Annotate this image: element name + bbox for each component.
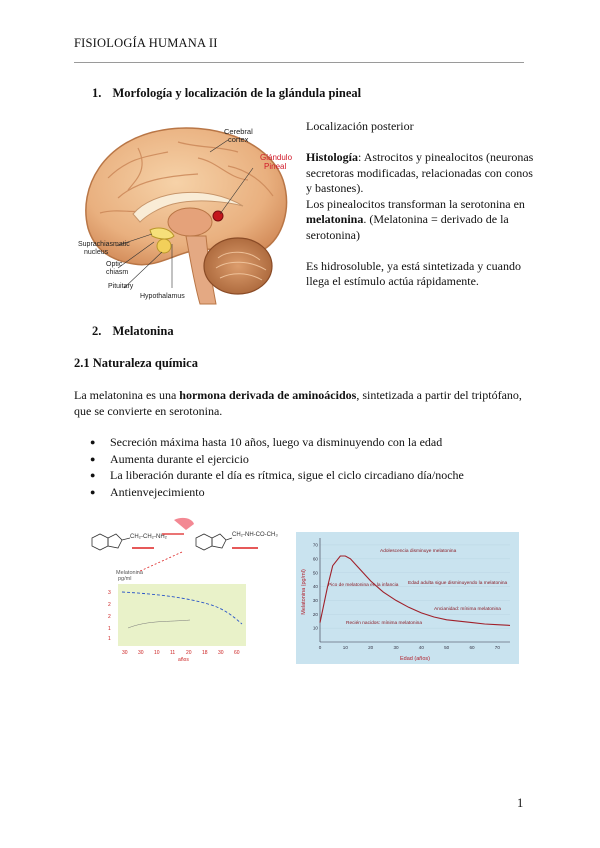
x-tick-label: 10: [342, 645, 348, 650]
fig1-xtick: 30: [138, 650, 144, 656]
hidrosoluble-paragraph: Es hidrosoluble, ya está sintetizada y cuando llega el estímulo actúa rápidamente.: [306, 258, 521, 288]
section-1-title: Morfología y localización de la glándula pineal: [112, 86, 362, 100]
y-axis-label: Melatonina (pg/ml): [301, 569, 307, 615]
list-item: ● Aumenta durante el ejercicio: [88, 451, 528, 468]
label-cortex: cortex: [228, 135, 249, 144]
label-pituitary: Pituitary: [108, 283, 134, 290]
label-suprachiasmatic: Suprachiasmatic: [78, 241, 130, 248]
section-2-number: 2.: [92, 324, 102, 338]
pineal-description: [306, 119, 534, 290]
label-hypothalamus: Hypothalamus: [140, 293, 185, 300]
y-tick-label: 30: [312, 598, 318, 603]
annotation-recien: Recién nacidos: mínima melatonina: [346, 621, 422, 626]
fig1-lbl-melatonina: Melatonina: [116, 570, 143, 576]
label-chiasm: chiasm: [106, 269, 129, 276]
melatonin-structure-figure: [78, 516, 288, 662]
running-header: FISIOLOGÍA HUMANA II: [74, 36, 218, 50]
localizacion-text: Localización posterior: [306, 119, 414, 133]
fig1-xtick: 30: [218, 650, 224, 656]
list-item: ● La liberación durante el día es rítmica, sigue el ciclo circadiano día/noche: [88, 467, 528, 484]
histologia-paragraph: [306, 150, 534, 197]
x-tick-label: 70: [494, 645, 500, 650]
melatonina-bold: melatonina: [306, 212, 364, 226]
melatonin-age-chart: [296, 532, 519, 664]
para-bold: hormona derivada de aminoácidos: [179, 388, 357, 402]
label-cerebral: Cerebral: [224, 127, 253, 136]
y-tick-label: 50: [312, 570, 318, 576]
fig1-xtick: 11: [170, 650, 176, 656]
x-tick-label: 0: [318, 645, 322, 650]
histologia-label: Histología: [306, 150, 359, 164]
page-number: 1: [517, 796, 524, 810]
fig1-xtick: 30: [122, 650, 128, 656]
chem-left-label: CH₂-CH₂-NH₂: [130, 534, 167, 540]
annotation-pico: Pico de melatonina en la infancia: [328, 583, 399, 588]
x-tick-label: 60: [469, 645, 475, 650]
section-1-number: 1.: [92, 86, 102, 100]
section-1-heading: [92, 86, 361, 101]
fig1-xtick: 10: [154, 650, 160, 656]
fig1-ytick: 2: [108, 614, 111, 620]
y-tick-label: 20: [312, 611, 318, 617]
svg-text:Glándulo Pineal: [260, 153, 294, 171]
svg-text:Cerebral cortex: [224, 127, 255, 144]
para-text-a: La melatonina es una: [74, 388, 180, 402]
x-tick-label: 50: [444, 645, 450, 650]
y-tick-label: 10: [312, 625, 318, 631]
histologia-text: : Astrocitos y pinealocitos (neuronas secretoras modificadas, relacionadas con conos y bastones).: [306, 150, 534, 195]
bullet-list: [88, 434, 528, 500]
section-2-heading: [92, 324, 174, 339]
x-axis-label: Edad (años): [400, 656, 430, 662]
pinealocitos-text-a: Los pinealocitos transforman la serotonina en: [306, 196, 525, 211]
label-nucleus: nucleus: [84, 249, 109, 256]
pinealocitos-text-b: . (Melatonina = derivado de la serotonina): [306, 212, 509, 242]
label-optic: Optic: [106, 261, 123, 268]
annotation-adulta: Edad adulta sigue disminuyendo la melatonina: [408, 581, 508, 586]
list-item: ● Secreción máxima hasta 10 años, luego va disminuyendo con la edad: [88, 434, 528, 451]
list-item: ● Antienvejecimiento: [88, 484, 528, 501]
y-tick-label: 70: [312, 542, 318, 548]
fig1-xtick: 18: [202, 650, 208, 656]
y-tick-label: 40: [312, 584, 318, 590]
y-tick-label: 60: [312, 556, 318, 562]
x-tick-label: 40: [418, 645, 424, 650]
fig1-ytick: 1: [108, 626, 111, 632]
subsection-2-1-title: 2.1 Naturaleza química: [74, 356, 198, 370]
section-2-title: Melatonina: [112, 324, 174, 338]
label-glandulo: Glándulo: [260, 153, 293, 162]
annotation-ancianidad: Ancianidad: mínima melatonina: [434, 607, 501, 612]
chem-right-label: CH₂-NH-CO-CH₃: [232, 532, 278, 538]
fig1-ytick: 2: [108, 602, 111, 608]
annotation-adolescencia: Adolescencia disminuye melatonina: [380, 549, 457, 554]
x-tick-label: 30: [393, 645, 399, 650]
pinealocitos-paragraph: [306, 197, 534, 244]
header-rule: [74, 62, 524, 63]
fig1-xtick: 20: [186, 650, 192, 656]
naturaleza-paragraph: [74, 388, 526, 419]
fig1-lbl-pgml: pg/ml: [118, 576, 132, 582]
fig1-ytick: 3: [108, 590, 111, 596]
fig1-xunit: años: [178, 657, 189, 662]
para-text-b: , sintetizada a partir del triptófano, que se convierte en serotonina.: [74, 388, 522, 418]
label-pineal: Pineal: [264, 162, 287, 171]
fig1-xtick: 60: [234, 650, 240, 656]
x-tick-label: 20: [368, 645, 374, 650]
brain-sagittal-illustration: [78, 118, 300, 306]
fig1-ytick: 1: [108, 636, 111, 642]
